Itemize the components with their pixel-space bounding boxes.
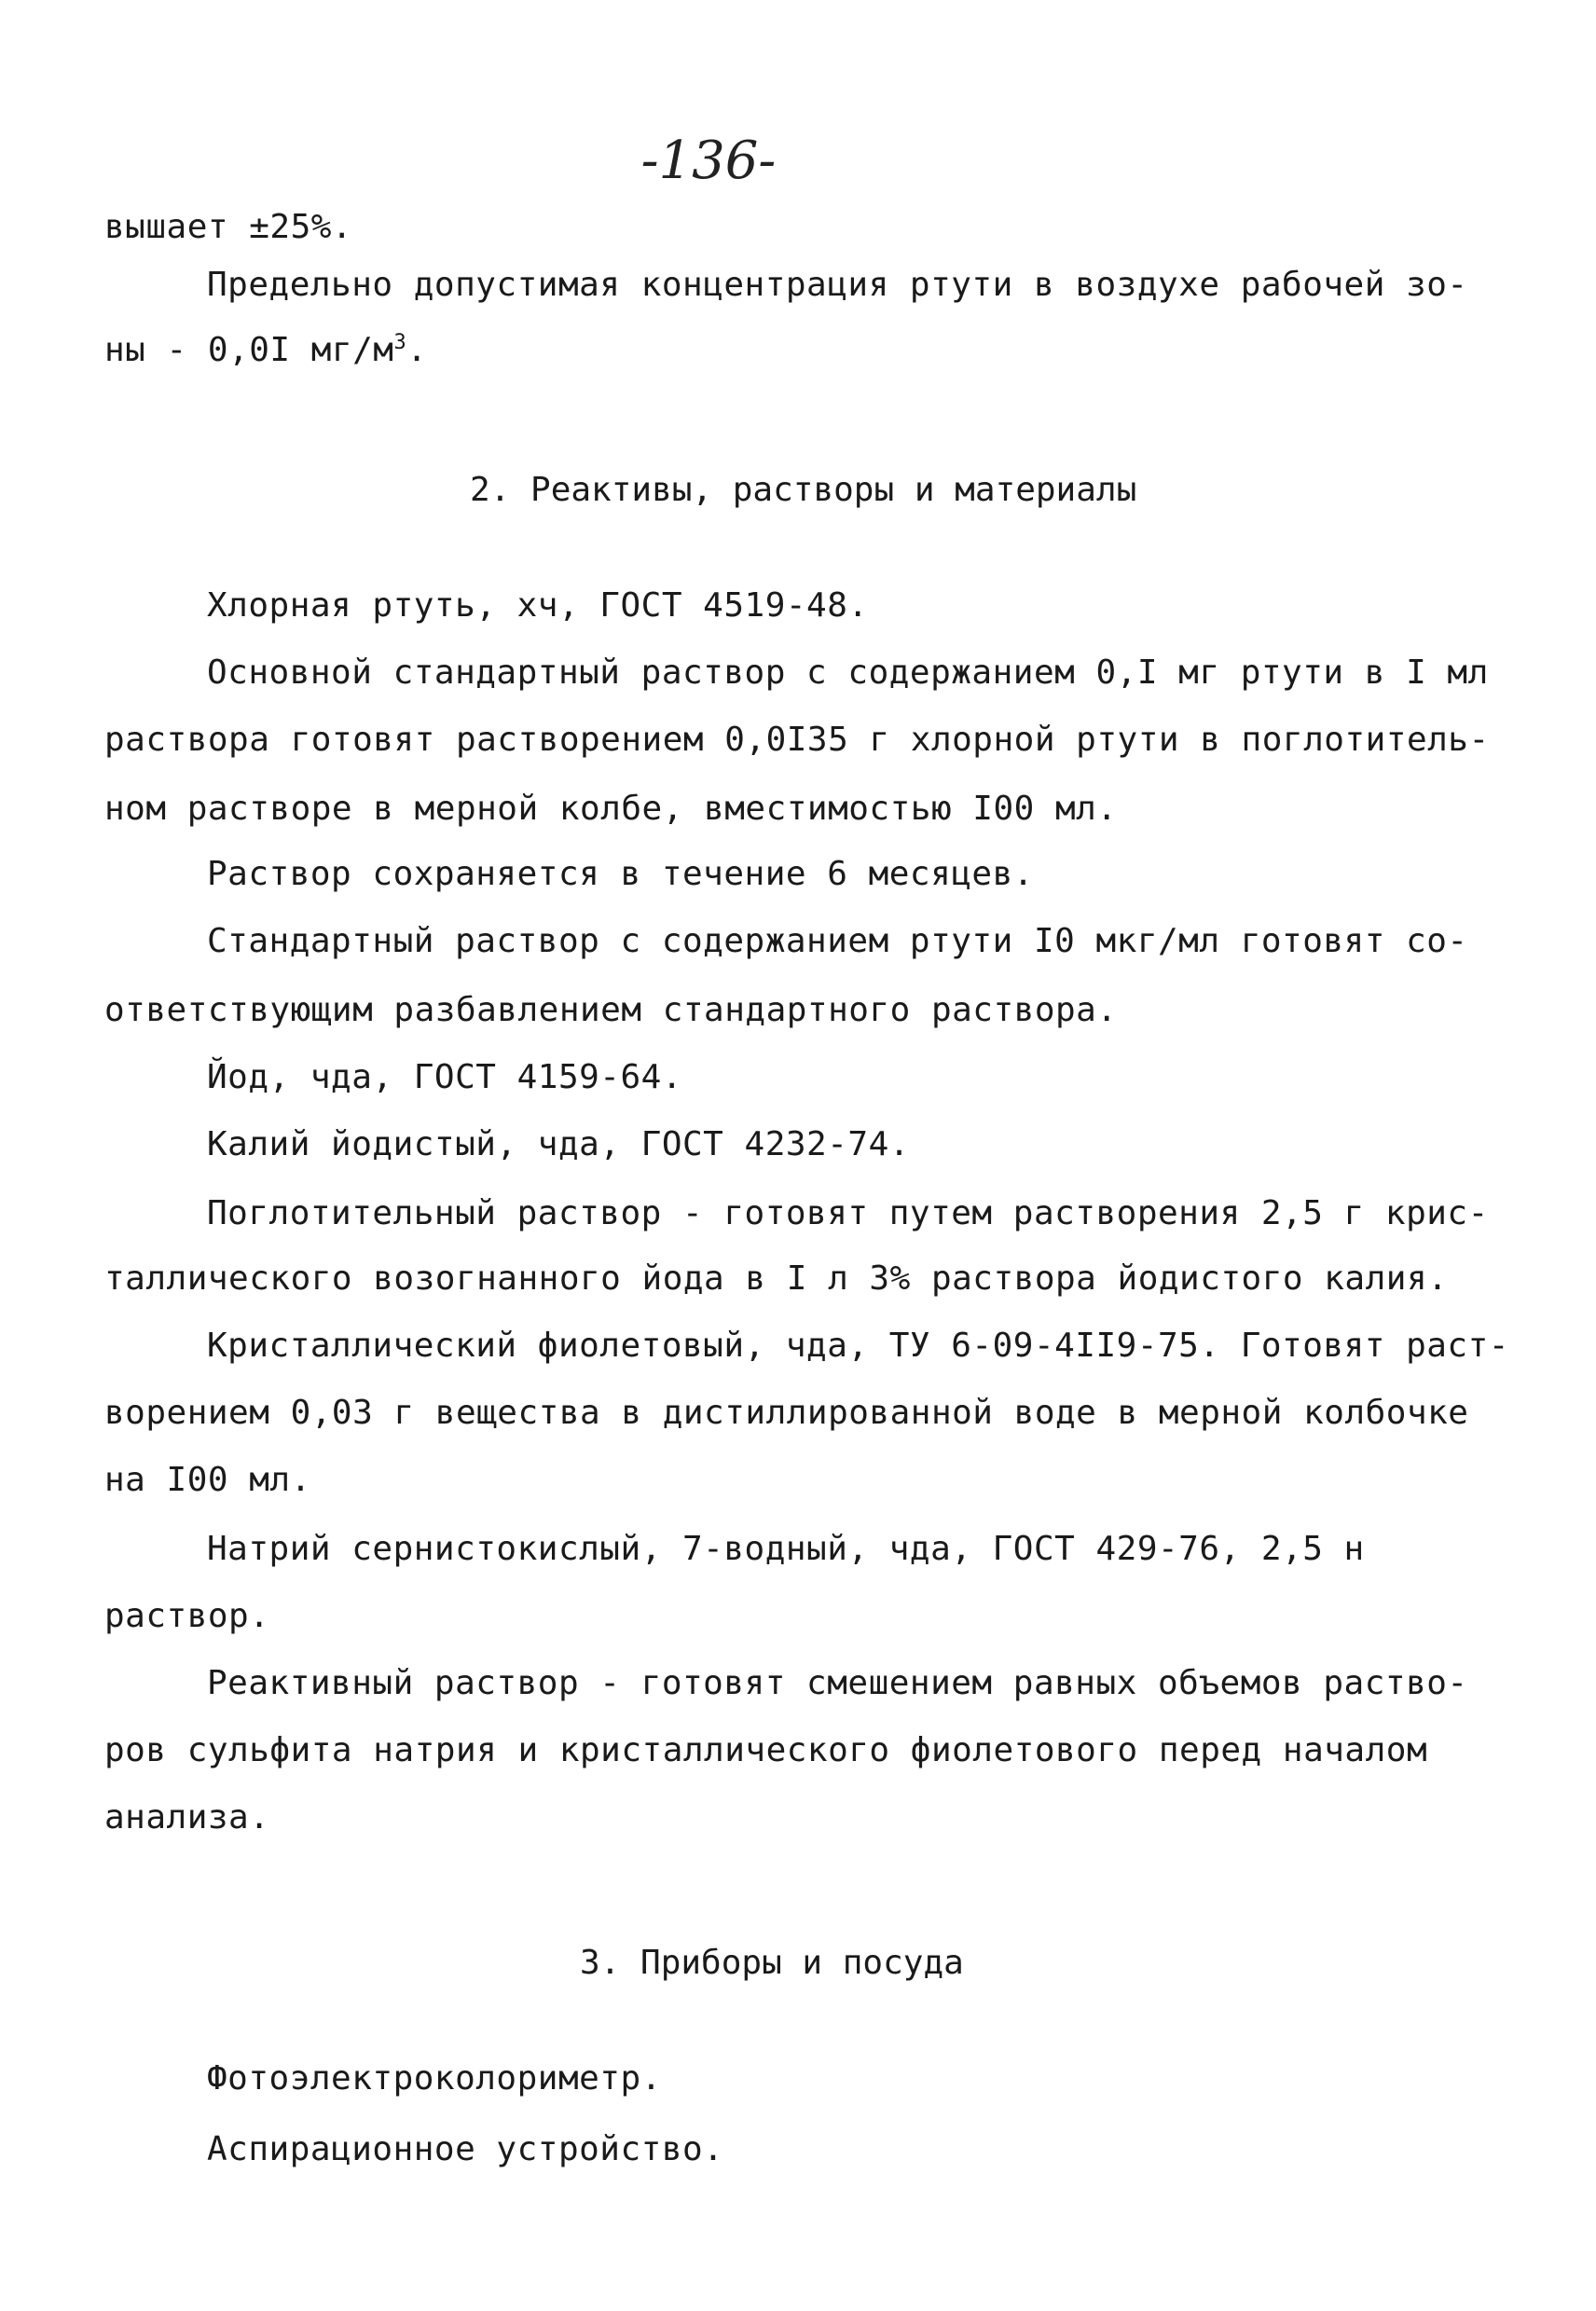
text-line: Фотоэлектроколориметр.: [207, 2059, 662, 2098]
text-line: анализа.: [104, 1798, 270, 1836]
text-line: ворением 0,03 г вещества в дистиллированной воде в мерной колбочке: [104, 1394, 1469, 1432]
text-line: таллического возогнанного йода в I л 3% раствора йодистого калия.: [104, 1259, 1449, 1298]
page-number: -136-: [640, 131, 777, 191]
text-line: [104, 330, 427, 371]
text-line: раствора готовят растворением 0,0I35 г хлорной ртути в поглотитель-: [104, 721, 1490, 759]
text-line: Поглотительный раствор - готовят путем растворения 2,5 г крис-: [207, 1194, 1489, 1232]
text-line: Калий йодистый, чда, ГОСТ 4232-74.: [207, 1125, 910, 1163]
text-line: Основной стандартный раствор с содержанием 0,I мг ртути в I мл: [207, 653, 1489, 692]
section-heading: 3. Приборы и посуда: [580, 1944, 964, 1982]
text-segment: ны - 0,0I мг/м: [104, 331, 394, 369]
section-heading: 2. Реактивы, растворы и материалы: [470, 471, 1137, 509]
text-segment: .: [406, 331, 428, 369]
text-line: раствор.: [104, 1597, 270, 1635]
text-line: на I00 мл.: [104, 1461, 311, 1499]
text-line: Стандартный раствор с содержанием ртути I0 мкг/мл готовят со-: [207, 922, 1468, 960]
text-line: Йод, чда, ГОСТ 4159-64.: [207, 1058, 682, 1096]
text-line: вышает ±25%.: [104, 208, 353, 246]
text-line: Хлорная ртуть, хч, ГОСТ 4519-48.: [207, 586, 869, 625]
text-line: ров сульфита натрия и кристаллического фиолетового перед началом: [104, 1731, 1428, 1769]
text-line: Аспирационное устройство.: [207, 2130, 724, 2168]
text-line: Раствор сохраняется в течение 6 месяцев.: [207, 855, 1034, 893]
text-line: Кристаллический фиолетовый, чда, ТУ 6-09-4II9-75. Готовят раст-: [207, 1327, 1509, 1365]
text-line: Натрий сернистокислый, 7-водный, чда, ГОСТ 429-76, 2,5 н: [207, 1530, 1365, 1568]
text-line: ответствующим разбавлением стандартного раствора.: [104, 991, 1118, 1029]
superscript: 3: [393, 331, 407, 354]
text-line: Предельно допустимая концентрация ртути в воздухе рабочей зо-: [207, 266, 1468, 304]
text-line: ном растворе в мерной колбе, вместимостью I00 мл.: [104, 790, 1118, 828]
text-line: Реактивный раствор - готовят смешением равных объемов раство-: [207, 1664, 1468, 1702]
